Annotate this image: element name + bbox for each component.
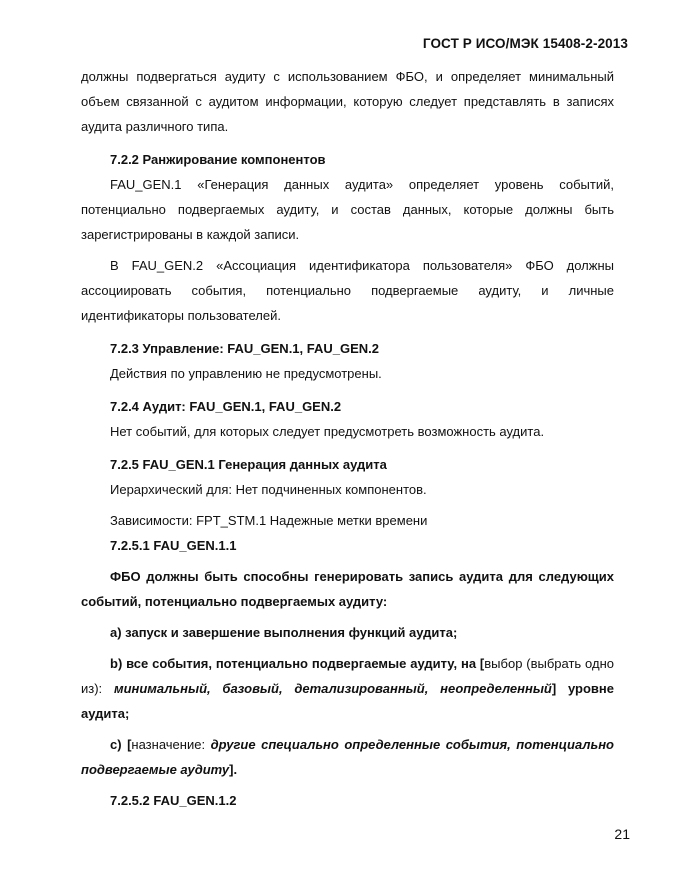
item-b-text-start: b) все события, потенциально подвергаемые аудиту, на [: [110, 656, 485, 671]
item-c-operation: назначение:: [131, 737, 206, 752]
section-7-2-4-text: Нет событий, для которых следует предусмотреть возможность аудита.: [110, 424, 545, 439]
requirement-item-c: [81, 732, 614, 782]
requirement-item-a: а) запуск и завершение выполнения функций аудита;: [110, 625, 458, 640]
section-7-2-5-heading: 7.2.5 FAU_GEN.1 Генерация данных аудита: [110, 457, 387, 472]
item-b-options: минимальный, базовый, детализированный, неопределенный: [113, 681, 552, 696]
intro-paragraph: должны подвергаться аудиту с использованием ФБО, и определяет минимальный объем связанной с аудитом информации, которую следует представлять в записях аудита различного типа.: [81, 69, 614, 134]
item-c-text-end: ].: [229, 762, 238, 777]
document-code-header: ГОСТ Р ИСО/МЭК 15408-2-2013: [422, 36, 628, 51]
hierarchy-line: Иерархический для: Нет подчиненных компонентов.: [110, 482, 427, 497]
page-number: 21: [614, 826, 630, 842]
section-7-2-2-paragraph-2: В FAU_GEN.2 «Ассоциация идентификатора пользователя» ФБО должны ассоциировать события, потенциально подвергаемые аудиту, и личные идентификаторы пользователей.: [81, 258, 614, 323]
section-7-2-4-heading: 7.2.4 Аудит: FAU_GEN.1, FAU_GEN.2: [110, 399, 342, 414]
section-7-2-5-2-heading: 7.2.5.2 FAU_GEN.1.2: [110, 793, 237, 808]
requirement-lead-paragraph: ФБО должны быть способны генерировать запись аудита для следующих событий, потенциально подвергаемых аудиту:: [81, 569, 614, 609]
item-b-operation: выбор (выбрать одно из):: [81, 656, 614, 696]
item-c-text-start: c) [: [110, 737, 132, 752]
page-body: [81, 64, 614, 813]
section-7-2-3-heading: 7.2.3 Управление: FAU_GEN.1, FAU_GEN.2: [110, 341, 380, 356]
section-7-2-2-heading: 7.2.2 Ранжирование компонентов: [110, 152, 326, 167]
section-7-2-2-paragraph-1: FAU_GEN.1 «Генерация данных аудита» определяет уровень событий, потенциально подвергаемых аудиту, и состав данных, которые должны быть зарегистрированы в каждой записи.: [81, 177, 614, 242]
item-c-assignment: другие специально определенные события, потенциально подвергаемые аудиту: [81, 737, 614, 777]
requirement-item-b: [81, 651, 614, 726]
section-7-2-3-text: Действия по управлению не предусмотрены.: [110, 366, 382, 381]
item-b-text-end: ] уровне аудита;: [81, 681, 614, 721]
dependencies-line: Зависимости: FPT_STM.1 Надежные метки времени: [110, 513, 428, 528]
section-7-2-5-1-heading: 7.2.5.1 FAU_GEN.1.1: [110, 538, 237, 553]
